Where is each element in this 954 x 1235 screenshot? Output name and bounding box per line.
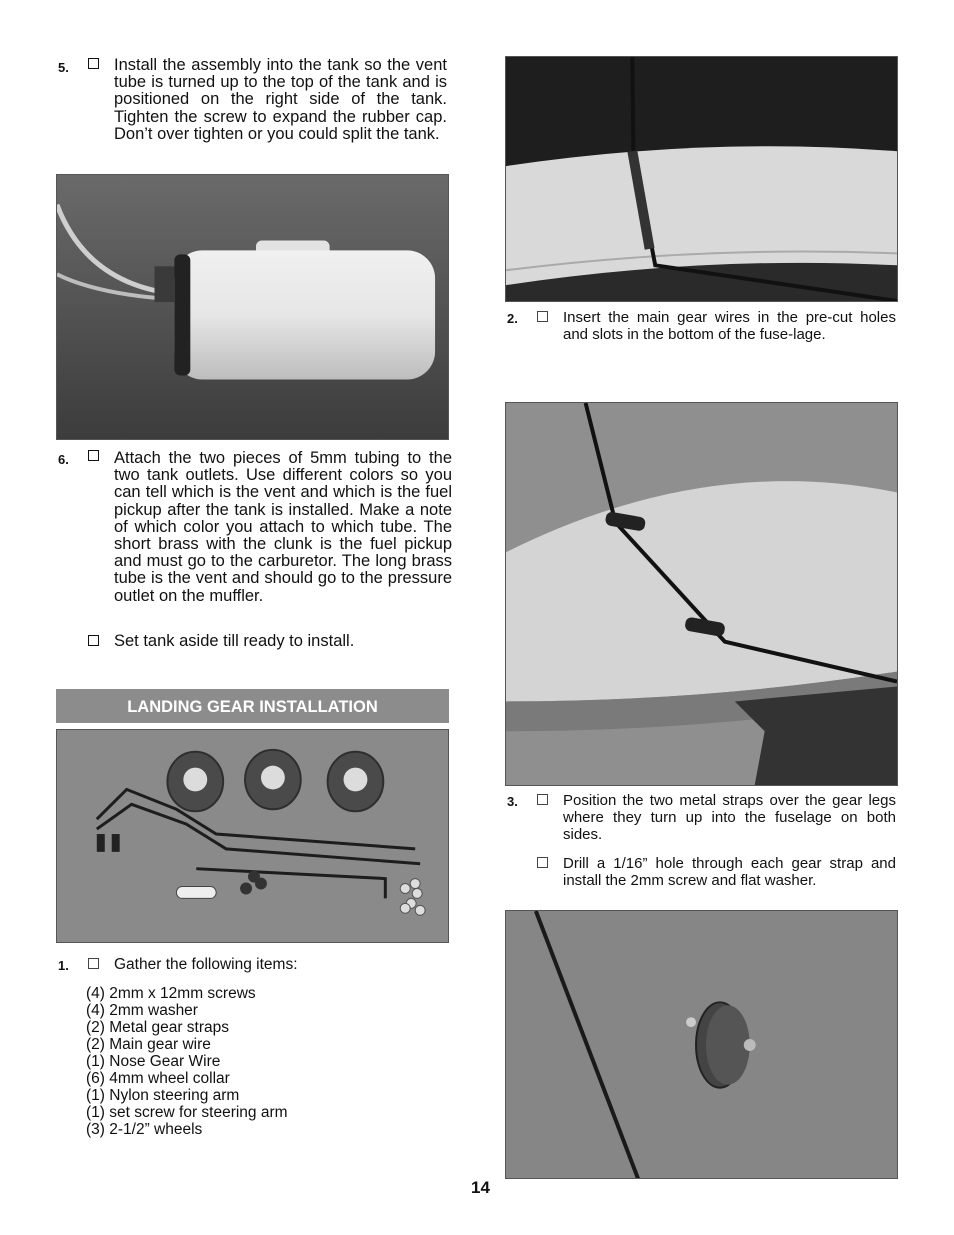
step6-checkbox[interactable] [88,450,99,461]
step3-sub-checkbox[interactable] [537,857,548,868]
step6-sub-checkbox[interactable] [88,635,99,646]
list-item: (3) 2-1/2” wheels [86,1121,203,1138]
step6-number: 6. [58,452,69,467]
parts-list [86,985,288,1138]
step2-text: Insert the main gear wires in the pre-cut holes and slots in the bottom of the fuse-lage. [563,309,896,344]
step6-text: Attach the two pieces of 5mm tubing to the two tank outlets. Use different colors so you can tell which is the vent and which is the fuel pickup after the tank is installed. Make a note of which color you attach to which tube. The short brass with the clunk is the fuel pickup and must go to the carburetor. The long brass tube is the vent and should go to the pressure outlet on the muffler. [114,449,452,605]
list-item: (1) Nose Gear Wire [86,1053,221,1070]
step1-checkbox[interactable] [88,958,99,969]
gear-straps-photo [505,402,898,786]
step5-number: 5. [58,60,69,75]
landing-gear-parts-photo [56,729,449,943]
step6-sub-text: Set tank aside till ready to install. [114,632,355,650]
list-item: (1) set screw for steering arm [86,1104,288,1121]
step2-checkbox[interactable] [537,311,548,322]
step3-number: 3. [507,794,518,809]
gear-wire-fuselage-photo [505,56,898,302]
list-item: (2) Metal gear straps [86,1019,229,1036]
step3-text: Position the two metal straps over the gear legs where they turn up into the fuselage on both sides. [563,792,896,844]
step5-text: Install the assembly into the tank so the vent tube is turned up to the top of the tank and is positioned on the right side of the tank. Tighten the screw to expand the rubber cap. Don’t over tighten or you could split the tank. [114,56,447,143]
list-item: (4) 2mm x 12mm screws [86,985,256,1002]
step5-checkbox[interactable] [88,58,99,69]
section-header: LANDING GEAR INSTALLATION [56,689,449,725]
step1-number: 1. [58,958,69,973]
step3-sub-text: Drill a 1/16” hole through each gear strap and install the 2mm screw and flat washer. [563,855,896,890]
step3-checkbox[interactable] [537,794,548,805]
list-item: (6) 4mm wheel collar [86,1070,230,1087]
step2-number: 2. [507,311,518,326]
fuel-tank-photo [56,174,449,440]
list-item: (2) Main gear wire [86,1036,211,1053]
list-item: (1) Nylon steering arm [86,1087,240,1104]
page-number: 14 [471,1178,490,1197]
list-item: (4) 2mm washer [86,1002,198,1019]
wheel-photo [505,910,898,1179]
step1-text: Gather the following items: [114,956,298,973]
